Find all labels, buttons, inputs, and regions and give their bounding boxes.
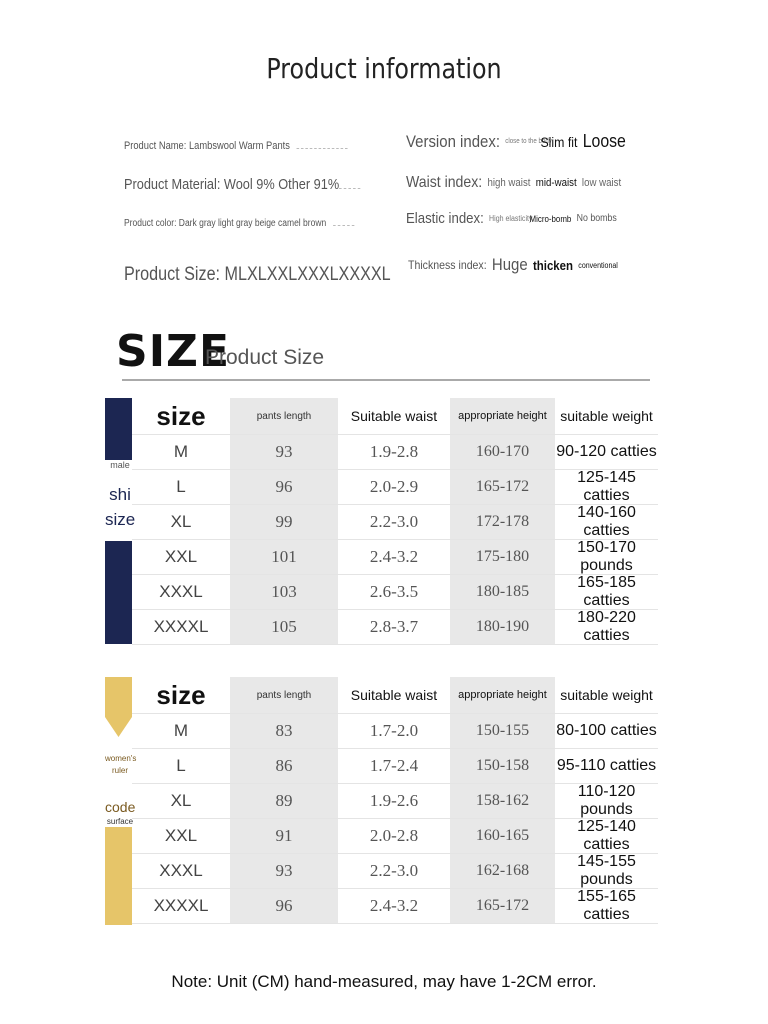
cell-appropriate-height: 165-172 xyxy=(450,889,555,923)
cell-suitable-weight: 165-185 catties xyxy=(577,574,636,609)
table-row xyxy=(132,610,658,645)
table-row xyxy=(132,714,658,749)
cell-appropriate-height: 172-178 xyxy=(450,505,555,539)
cell-pants-length: 93 xyxy=(230,435,338,469)
table-header-row xyxy=(132,677,658,714)
cell-size: XXXL xyxy=(159,861,203,880)
header-appropriate-height: appropriate height xyxy=(450,677,555,713)
cell-size: M xyxy=(173,721,189,740)
header-suitable-weight: suitable weight xyxy=(560,408,653,424)
table-row xyxy=(132,749,658,784)
male-size-table xyxy=(105,398,658,644)
page-title: Product information xyxy=(266,52,502,85)
side-label: surface xyxy=(106,817,134,826)
version-index: Version index: close to the body Slim fit Loose xyxy=(406,131,626,151)
cell-appropriate-height: 180-185 xyxy=(450,575,555,609)
cell-size: M xyxy=(173,442,189,461)
cell-pants-length: 96 xyxy=(230,889,338,923)
side-label: male xyxy=(110,460,130,470)
cell-size: L xyxy=(176,756,186,775)
product-material: Product Material: Wool 9% Other 91% xyxy=(124,176,360,193)
table-row xyxy=(132,505,658,540)
product-color: Product color: Dark gray light gray beige camel brown xyxy=(124,218,354,229)
header-appropriate-height: appropriate height xyxy=(450,398,555,434)
cell-pants-length: 83 xyxy=(230,714,338,748)
table-row xyxy=(132,854,658,889)
cell-suitable-weight: 125-140 catties xyxy=(577,818,636,853)
table-header-row xyxy=(132,398,658,435)
cell-appropriate-height: 165-172 xyxy=(450,470,555,504)
side-label: size xyxy=(105,510,136,529)
table-row xyxy=(132,889,658,924)
cell-suitable-waist: 1.7-2.0 xyxy=(369,721,419,740)
cell-size: XL xyxy=(170,512,192,531)
cell-pants-length: 101 xyxy=(230,540,338,574)
header-size: size xyxy=(156,400,206,431)
header-size: size xyxy=(156,679,206,710)
cell-size: XXL xyxy=(164,826,198,845)
cell-suitable-waist: 2.0-2.8 xyxy=(369,826,419,845)
cell-suitable-waist: 2.2-3.0 xyxy=(369,861,419,880)
measurement-note: Note: Unit (CM) hand-measured, may have 1-2CM error. xyxy=(171,972,597,991)
table-row xyxy=(132,435,658,470)
cell-suitable-waist: 2.4-3.2 xyxy=(369,896,419,915)
table-row xyxy=(132,540,658,575)
cell-appropriate-height: 180-190 xyxy=(450,610,555,644)
cell-pants-length: 99 xyxy=(230,505,338,539)
thickness-index: Thickness index: Huge thicken conventional xyxy=(408,255,618,274)
table-row xyxy=(132,470,658,505)
cell-pants-length: 105 xyxy=(230,610,338,644)
male-band-bottom xyxy=(105,541,132,644)
cell-size: XL xyxy=(170,791,192,810)
cell-appropriate-height: 150-158 xyxy=(450,749,555,783)
cell-suitable-weight: 145-155 pounds xyxy=(577,853,636,888)
header-suitable-waist: Suitable waist xyxy=(350,408,438,424)
cell-size: XXXXL xyxy=(153,617,209,636)
cell-suitable-weight: 110-120 pounds xyxy=(577,783,636,818)
cell-appropriate-height: 162-168 xyxy=(450,854,555,888)
elastic-index: Elastic index: High elasticity Micro-bomb No bombs xyxy=(406,210,617,227)
side-label: code xyxy=(105,799,136,815)
cell-pants-length: 103 xyxy=(230,575,338,609)
cell-suitable-waist: 2.8-3.7 xyxy=(369,617,419,636)
cell-appropriate-height: 175-180 xyxy=(450,540,555,574)
cell-suitable-waist: 1.7-2.4 xyxy=(369,756,419,775)
cell-size: XXL xyxy=(164,547,198,566)
cell-suitable-waist: 2.6-3.5 xyxy=(369,582,419,601)
cell-size: XXXL xyxy=(159,582,203,601)
table-row xyxy=(132,575,658,610)
arrow-icon xyxy=(105,717,132,737)
product-name: Product Name: Lambswool Warm Pants xyxy=(124,140,348,152)
cell-suitable-weight: 180-220 catties xyxy=(577,609,636,644)
cell-suitable-weight: 140-160 catties xyxy=(577,504,636,539)
side-label: shi xyxy=(109,485,131,504)
cell-appropriate-height: 150-155 xyxy=(450,714,555,748)
cell-appropriate-height: 160-165 xyxy=(450,819,555,853)
male-band-top xyxy=(105,398,132,460)
cell-suitable-weight: 125-145 catties xyxy=(577,469,636,504)
cell-suitable-weight: 80-100 catties xyxy=(556,722,657,739)
cell-suitable-weight: 155-165 catties xyxy=(577,888,636,923)
cell-pants-length: 93 xyxy=(230,854,338,888)
divider xyxy=(122,379,650,381)
female-band-bottom xyxy=(105,827,132,925)
cell-appropriate-height: 160-170 xyxy=(450,435,555,469)
side-label: women's ruler xyxy=(105,754,137,775)
cell-suitable-waist: 1.9-2.6 xyxy=(369,791,419,810)
header-pants-length: pants length xyxy=(230,398,338,434)
female-size-table xyxy=(105,677,658,925)
size-subheading: Product Size xyxy=(205,346,325,369)
header-suitable-weight: suitable weight xyxy=(560,687,653,703)
cell-pants-length: 86 xyxy=(230,749,338,783)
female-band-top xyxy=(105,677,132,717)
cell-suitable-waist: 2.0-2.9 xyxy=(369,477,419,496)
cell-suitable-waist: 2.2-3.0 xyxy=(369,512,419,531)
cell-appropriate-height: 158-162 xyxy=(450,784,555,818)
cell-pants-length: 89 xyxy=(230,784,338,818)
size-heading: SIZE xyxy=(116,326,231,377)
table-row xyxy=(132,784,658,819)
cell-suitable-weight: 95-110 catties xyxy=(556,757,657,774)
header-pants-length: pants length xyxy=(230,677,338,713)
cell-size: XXXXL xyxy=(153,896,209,915)
table-row xyxy=(132,819,658,854)
cell-pants-length: 91 xyxy=(230,819,338,853)
header-suitable-waist: Suitable waist xyxy=(350,687,438,703)
cell-suitable-weight: 90-120 catties xyxy=(556,443,657,460)
waist-index: Waist index: high waist mid-waist low waist xyxy=(406,174,622,191)
cell-suitable-waist: 1.9-2.8 xyxy=(369,442,419,461)
cell-pants-length: 96 xyxy=(230,470,338,504)
cell-suitable-weight: 150-170 pounds xyxy=(577,539,636,574)
product-size: Product Size: MLXLXXLXXXLXXXXL xyxy=(124,264,391,285)
cell-suitable-waist: 2.4-3.2 xyxy=(369,547,419,566)
cell-size: L xyxy=(176,477,186,496)
